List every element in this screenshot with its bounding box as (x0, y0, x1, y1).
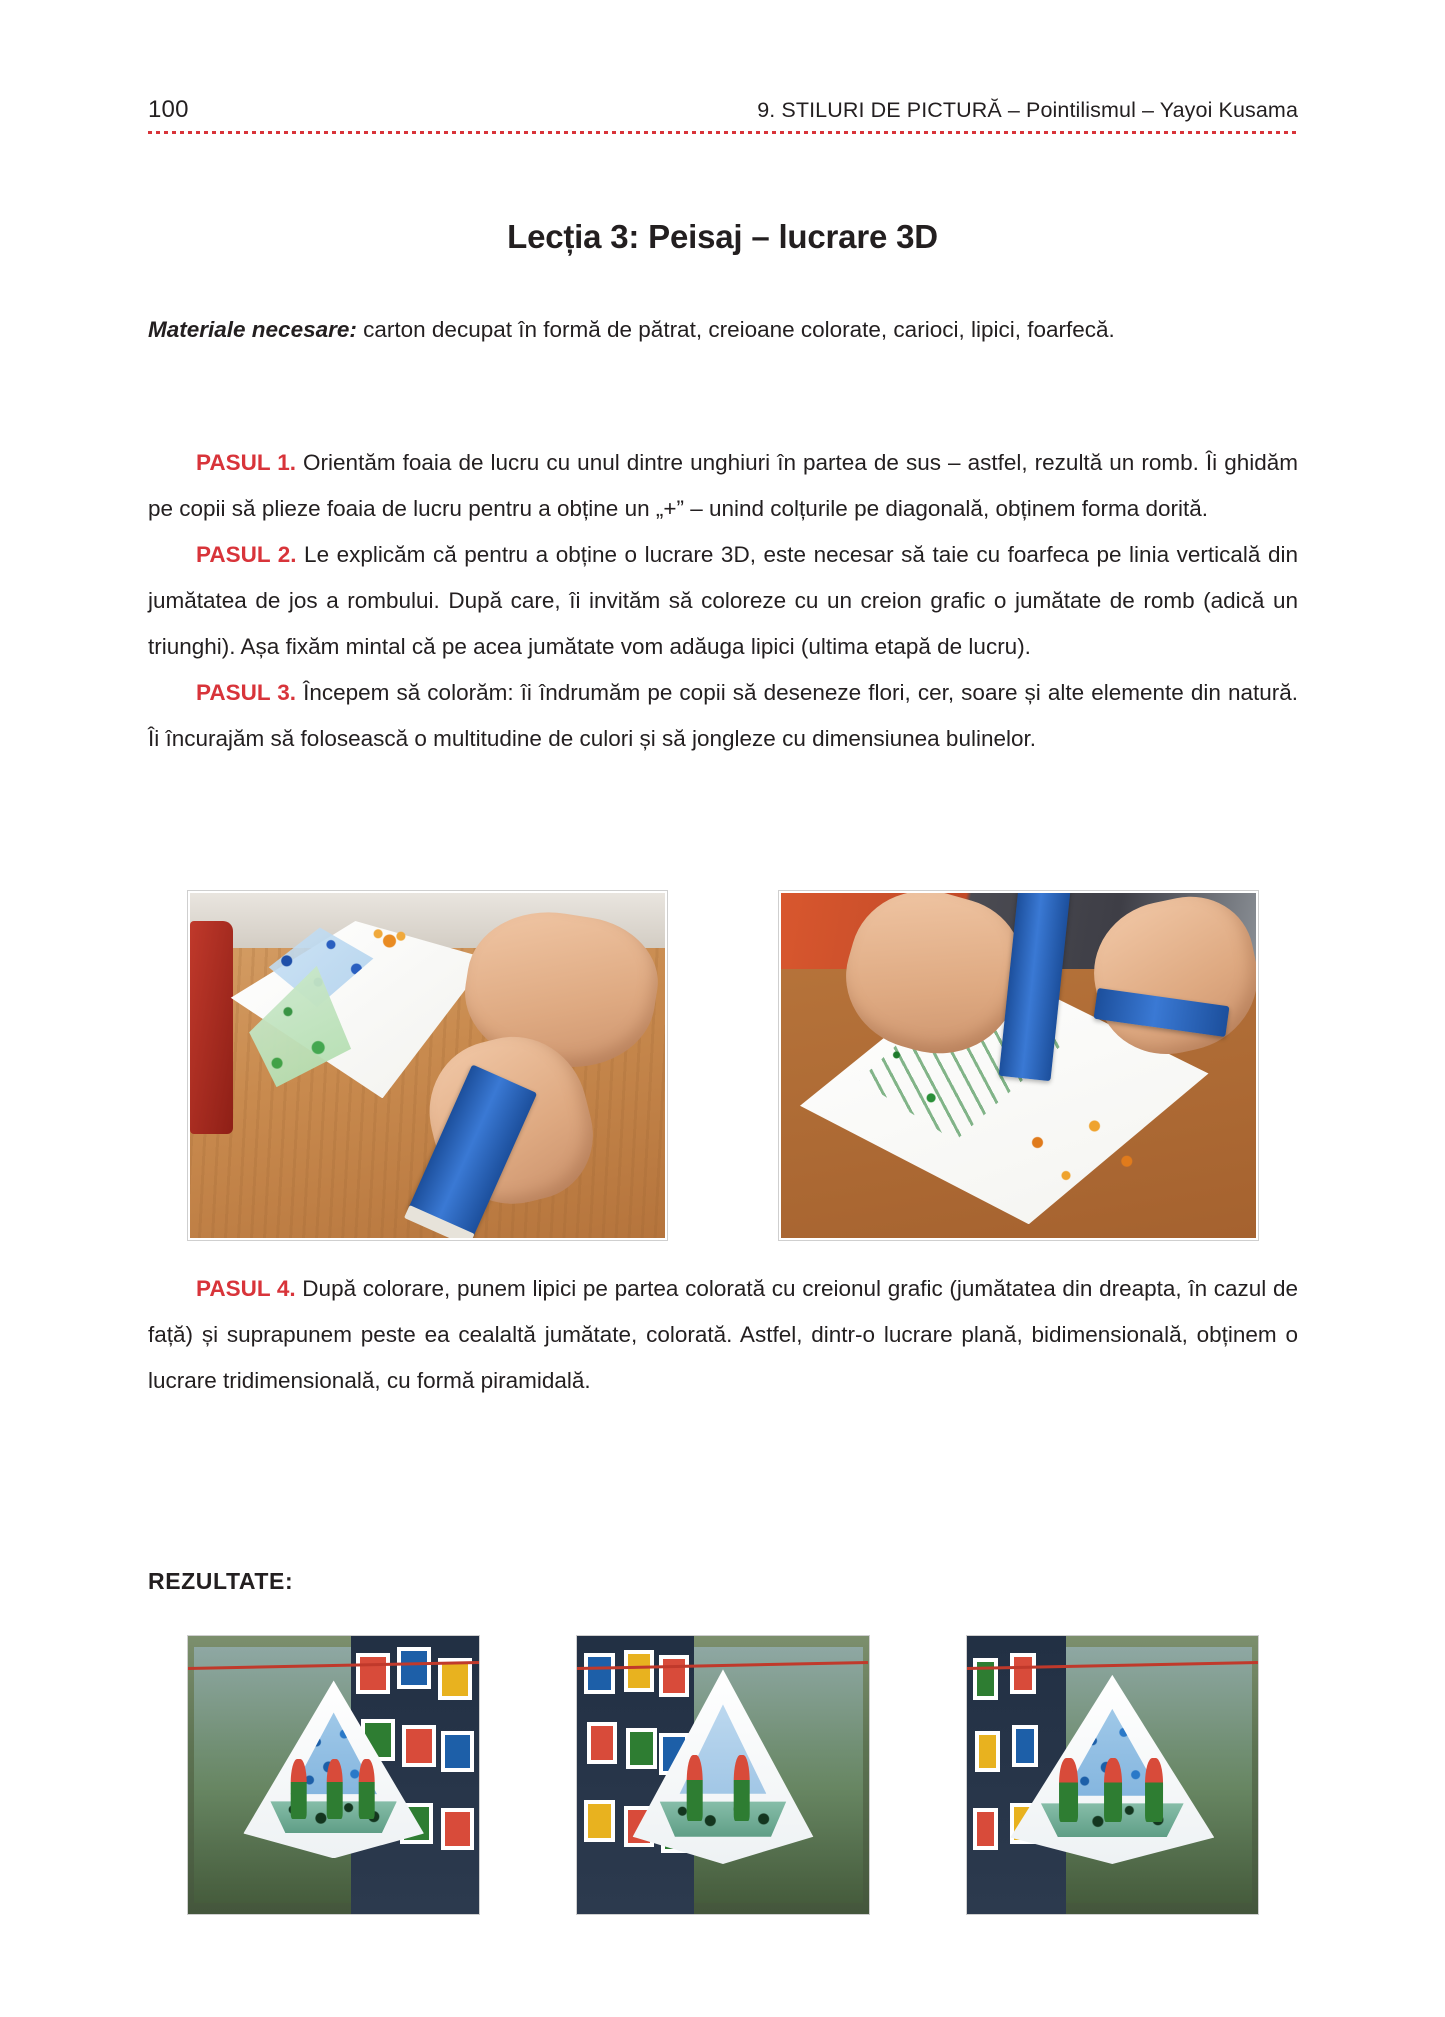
page-number: 100 (148, 96, 189, 123)
results-heading: REZULTATE: (148, 1568, 294, 1594)
step-paragraph-4 (148, 1266, 1298, 1404)
step4-section (148, 1266, 1298, 1404)
step-paragraph-1 (148, 440, 1298, 532)
tulip-drawing (326, 1759, 342, 1819)
collage-tile (584, 1653, 614, 1695)
glue-bottle (190, 921, 233, 1135)
page-header (148, 96, 1298, 124)
collage-tile (626, 1728, 656, 1770)
tulip-drawing (290, 1759, 306, 1819)
orange-flower-drawing (361, 917, 418, 965)
materials-body: carton decupat în formă de pătrat, creioane colorate, carioci, lipici, foarfecă. (356, 317, 1115, 342)
step-paragraph-2 (148, 532, 1298, 670)
collage-tile (1010, 1653, 1036, 1695)
collage-tile (441, 1808, 474, 1850)
materials-label: Materiale necesare: (148, 317, 357, 342)
running-head-title: 9. STILURI DE PICTURĂ – Pointilismul – Yayoi Kusama (757, 98, 1298, 122)
tulip-drawing (687, 1755, 703, 1821)
collage-tile (356, 1653, 389, 1695)
tulip-drawing (734, 1755, 750, 1821)
collage-tile (587, 1722, 617, 1764)
process-photo-2-scene (781, 893, 1256, 1238)
tulip-drawing (359, 1759, 375, 1819)
result-photo-2 (577, 1636, 868, 1914)
results-photo-row (148, 1620, 1298, 1930)
collage-tile (441, 1731, 474, 1773)
result-photo-3 (967, 1636, 1258, 1914)
collage-tile (397, 1647, 430, 1689)
orange-flower-drawing (990, 1093, 1180, 1203)
result-photo-1-scene (188, 1636, 479, 1914)
tulip-drawing (1104, 1758, 1122, 1822)
step-text-4: După colorare, punem lipici pe partea colorată cu creionul grafic (jumătatea din dreapta, în cazul de față) și suprapunem peste ea cealaltă jumătate, colorată. Astfel, dintr-o lucrare plană, bidimensională, obținem o lucrare tridimensională, cu formă piramidală. (148, 1276, 1298, 1393)
step-label-4: PASUL 4. (196, 1276, 296, 1301)
result-photo-3-scene (967, 1636, 1258, 1914)
header-divider-rule (148, 131, 1298, 134)
process-photo-1 (188, 891, 667, 1240)
collage-tile (402, 1725, 435, 1767)
tulip-drawing (1059, 1758, 1077, 1822)
step-text-2: Le explicăm că pentru a obține o lucrare 3D, este necesar să taie cu foarfeca pe linia verticală din jumătatea de jos a rombului. După care, îi invităm să coloreze cu un creion grafic o jumătate de romb (adică un triunghi). Așa fixăm mintal că pe acea jumătate vom adăuga lipici (ultima etapă de lucru). (148, 542, 1298, 659)
result-photo-1 (188, 1636, 479, 1914)
collage-tile (584, 1800, 614, 1842)
process-photo-1-scene (190, 893, 665, 1238)
step-paragraph-3 (148, 670, 1298, 762)
step-label-1: PASUL 1. (196, 450, 296, 475)
step-label-3: PASUL 3. (196, 680, 297, 705)
step-text-1: Orientăm foaia de lucru cu unul dintre unghiuri în partea de sus – astfel, rezultă un romb. Îi ghidăm pe copii să plieze foaia de lucru pentru a obține un „+” – unind colțurile pe diagonală, obținem forma dorită. (148, 450, 1298, 521)
process-photo-row (148, 875, 1298, 1256)
process-photo-2 (779, 891, 1258, 1240)
steps-section (148, 440, 1298, 762)
step-text-3: Începem să colorăm: îi îndrumăm pe copii să deseneze flori, cer, soare și alte elemente din natură. Îi încurajăm să folosească o multitudine de culori și să jongleze cu dimensiunea bulinelor. (148, 680, 1298, 751)
step-label-2: PASUL 2. (196, 542, 297, 567)
collage-tile (975, 1731, 1001, 1773)
collage-tile (1012, 1725, 1038, 1767)
materials-text (148, 307, 1298, 353)
materials-paragraph (148, 307, 1298, 353)
collage-tile (973, 1808, 999, 1850)
pyramid-green-base (660, 1794, 786, 1837)
collage-tile (659, 1655, 689, 1697)
result-photo-2-scene (577, 1636, 868, 1914)
lesson-title: Lecția 3: Peisaj – lucrare 3D (507, 218, 938, 256)
collage-tile (973, 1658, 999, 1700)
collage-tile (624, 1650, 654, 1692)
tulip-drawing (1145, 1758, 1163, 1822)
